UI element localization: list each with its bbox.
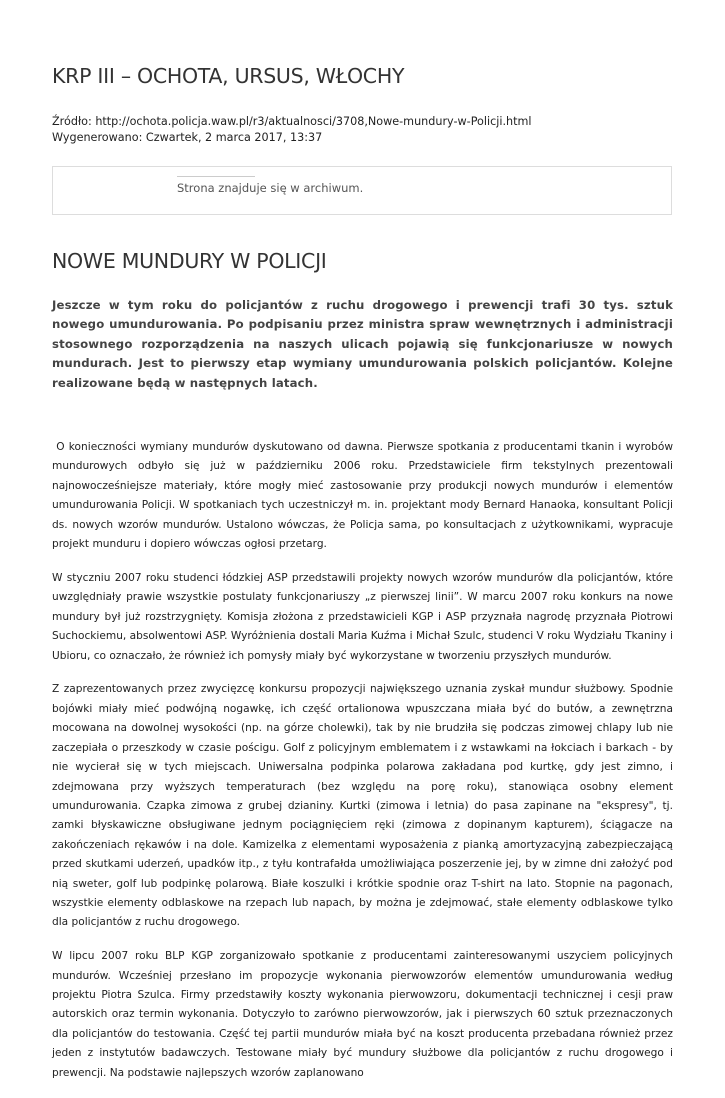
archive-notice-box [52, 166, 672, 215]
site-title: KRP III – OCHOTA, URSUS, WŁOCHY [52, 64, 405, 88]
article-lead: Jeszcze w tym roku do policjantów z ruchu drogowego i prewencji trafi 30 tys. sztuk nowego umundurowania. Po podpisaniu przez ministra spraw wewnętrznych i administracji stosownego rozporządzenia na naszych ulicach pojawią się funkcjonariusze w nowych mundurach. Jest to pierwszy etap wymiany umundurowania polskich policjantów. Kolejne realizowane będą w następnych latach. [52, 298, 673, 390]
source-line: Źródło: http://ochota.policja.waw.pl/r3/aktualnosci/3708,Nowe-mundury-w-Policji.html [52, 115, 532, 128]
article-body [52, 438, 677, 1098]
article-paragraph: O konieczności wymiany mundurów dyskutowano od dawna. Pierwsze spotkania z producentami tkanin i wyrobów mundurowych odbyło się już w październiku 2006 roku. Przedstawiciele firm tekstylnych prezentowali najnowocześniejsze materiały, które mogły mieć zastosowanie przy produkcji nowych mundurów i elementów umundurowania Policji. W spotkaniach tych uczestniczył m. in. projektant mody Bernard Hanaoka, konsultant Policji ds. nowych wzorów mundurów. Ustalono wówczas, że Policja sama, po konsultacjach z użytkownikami, wypracuje projekt munduru i dopiero wówczas ogłosi przetarg. [52, 441, 677, 551]
archive-notice-text: Strona znajduje się w archiwum. [177, 181, 364, 195]
article-title: NOWE MUNDURY W POLICJI [52, 249, 327, 273]
article-paragraph: W lipcu 2007 roku BLP KGP zorganizowało spotkanie z producentami zainteresowanymi uszyciem policyjnych mundurów. Wcześniej przesłano im propozycje wykonania pierwowzorów elementów umundurowania według projektu Piotra Szulca. Firmy przedstawiły koszty wykonania pierwowzoru, dokumentacji technicznej i cesji praw autorskich oraz termin wykonania. Dotyczyło to zarówno pierwowzorów, jak i pierwszych 60 sztuk przeznaczonych dla policjantów do testowania. Część tej partii mundurów miała być na koszt producenta przebadana również przez jeden z instytutów badawczych. Testowane miały być mundury służbowe dla policjantów z ruchu drogowego i prewencji. Na podstawie najlepszych wzorów zaplanowano [52, 950, 673, 1079]
document-meta [52, 114, 532, 145]
generated-line: Wygenerowano: Czwartek, 2 marca 2017, 13:37 [52, 130, 323, 144]
article-paragraph: Z zaprezentowanych przez zwycięzcę konkursu propozycji największego uznania zyskał mundur służbowy. Spodnie bojówki miały mieć podwójną nogawkę, ich część ortalionowa wpuszczana miała być do butów, a zewnętrzna mocowana na dowolnej wysokości (np. na górze cholewki), tak by nie brudziła się podczas zimowej chlapy lub nie zaczepiała o przeszkody w czasie pościgu. Golf z policyjnym emblematem i z wstawkami na łokciach i barkach - by nie wycierał się w tych miejscach. Uniwersalna podpinka polarowa zakładana pod kurtkę, gdy jest zimno, i zdejmowana przy wyższych temperaturach (bez względu na porę roku), stanowiąca osobny element umundurowania. Czapka zimowa z grubej dzianiny. Kurtki (zimowa i letnia) do pasa zapinane na "ekspresy", tj. zamki błyskawiczne obsługiwane jednym pociągnięciem ręki (zimowa z dopinanym kapturem), ściągacze na zakończeniach rękawów i na dole. Kamizelka z elementami wyposażenia z pianką amortyzacyjną zabezpieczającą przed skutkami uderzeń, upadków itp., z tyłu kontrafałda umożliwiająca poszerzenie jej, by w zimne dni założyć pod nią sweter, golf lub podpinkę polarową. Białe koszulki i krótkie spodnie oraz T-shirt na lato. Stopnie na pagonach, wszystkie elementy odblaskowe na rzepach lub napach, by można je zdejmować, stałe elementy odblaskowe tylko dla policjantów z ruchu drogowego. [52, 683, 673, 929]
article-paragraph: W styczniu 2007 roku studenci łódzkiej ASP przedstawili projekty nowych wzorów mundurów dla policjantów, które uwzględniały prawie wszystkie postulaty funkcjonariuszy „z pierwszej linii”. W marcu 2007 roku konkurs na nowe mundury był już rozstrzygnięty. Komisja złożona z przedstawicieli KGP i ASP przyznała nagrodę przyznała Piotrowi Suchockiemu, absolwentowi ASP. Wyróżnienia dostali Maria Kuźma i Michał Szulc, studenci V roku Wydziału Tkaniny i Ubioru, co oznaczało, że również ich pomysły miały być wykorzystane w tworzeniu przyszłych mundurów. [52, 571, 673, 662]
archive-notice-rule [177, 176, 255, 177]
